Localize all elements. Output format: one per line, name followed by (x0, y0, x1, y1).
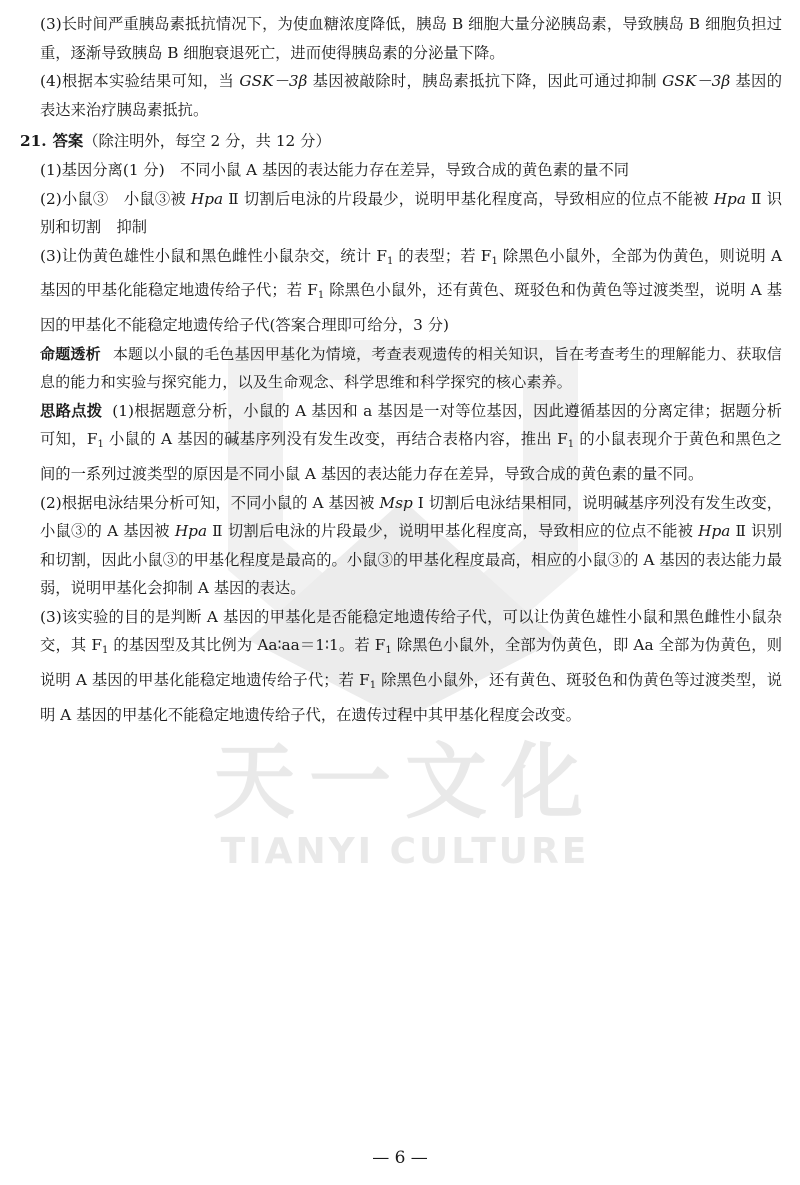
question-21-header (20, 127, 782, 156)
hint-3: (3)该实验的目的是判断 A 基因的甲基化是否能稳定地遗传给子代，可以让伪黄色雄性小鼠和黑色雌性小鼠杂交，其 $F_1$ 的基因型及其比例为 Aa∶aa＝1∶1。若 $F_1$ 除黑色小鼠外，全部为伪黄色，即 Aa 全部为伪黄色，则说明 A 基因的甲基化能稳定地遗传给子代；若 $F_1$ 除黑色小鼠外，还有黄色、斑驳色和伪黄色等过渡类型，说明 A 基因的甲基化不能稳定地遗传给子代，在遗传过程中其甲基化程度会改变。 (40, 607, 783, 724)
enzyme-name: Hpa (698, 522, 731, 541)
hint-label: 思路点拨 (40, 401, 103, 420)
prev-answer-3: (3)长时间严重胰岛素抵抗情况下，为使血糖浓度降低，胰岛 B 细胞大量分泌胰岛素，导致胰岛 B 细胞负担过重，逐渐导致胰岛 B 细胞衰退死亡，进而使得胰岛素的分泌量下降。 (40, 15, 782, 62)
answer-1: (1)基因分离(1 分) 不同小鼠 A 基因的表达能力存在差异，导致合成的黄色素的量不同 (40, 160, 630, 179)
enzyme-name: Hpa (713, 189, 746, 208)
question-number: 21. (20, 132, 47, 151)
gene-name: GSK－3β (662, 72, 731, 91)
watermark-title: 天一文化 (212, 735, 597, 830)
enzyme-name: Hpa (190, 189, 224, 208)
hint-2: (2)根据电泳结果分析可知，不同小鼠的 A 基因被 Msp Ⅰ 切割后电泳结果相同，说明碱基序列没有发生改变，小鼠③的 A 基因被 Hpa Ⅱ 切割后电泳的片段最少，说明甲基化程度高，导致相应的位点不能被 Hpa Ⅱ 识别和切割，因此小鼠③的甲基化程度是最高的。小鼠③的甲基化程度最高，相应的小鼠③的 A 基因的表达能力最弱，说明甲基化会抑制 A 基因的表达。 (40, 493, 782, 598)
hint-1: 思路点拨 (1)根据题意分析，小鼠的 A 基因和 a 基因是一对等位基因，因此遵循基因的分离定律；据题分析可知，$F_1$ 小鼠的 A 基因的碱基序列没有发生改变，再结合表格内容，推出 $F_1$ 的小鼠表现介于黄色和黑色之间的一系列过渡类型的原因是不同小鼠 A 基因的表达能力存在差异，导致合成的黄色素的量不同。 (40, 401, 782, 483)
answer-3: (3)让伪黄色雄性小鼠和黑色雌性小鼠杂交，统计 $F_1$ 的表型；若 $F_1$ 除黑色小鼠外，全部为伪黄色，则说明 A 基因的甲基化能稳定地遗传给子代；若 $F_1$ 除黑色小鼠外，还有黄色、斑驳色和伪黄色等过渡类型，说明 A 基因的甲基化不能稳定地遗传给子代(答案合理即可给分，3 分) (40, 246, 782, 334)
answer-2: (2)小鼠③ 小鼠③被 Hpa Ⅱ 切割后电泳的片段最少，说明甲基化程度高，导致相应的位点不能被 Hpa Ⅱ 识别和切割 抑制 (40, 189, 782, 237)
enzyme-name: Hpa (174, 522, 208, 541)
answer-note: （除注明外，每空 2 分，共 12 分） (83, 132, 331, 151)
purpose-analysis: 命题透析 本题以小鼠的毛色基因甲基化为情境，考查表观遗传的相关知识，旨在考查考生的理解能力、获取信息的能力和实验与探究能力，以及生命观念、科学思维和科学探究的核心素养。 (40, 344, 782, 392)
gene-name: GSK－3β (239, 72, 308, 91)
watermark-subtitle: TIANYI CULTURE (220, 831, 590, 872)
prev-answer-4: (4)根据本实验结果可知，当 GSK－3β 基因被敲除时，胰岛素抵抗下降，因此可通过抑制 GSK－3β 基因的表达来治疗胰岛素抵抗。 (40, 72, 782, 119)
enzyme-name: Msp (379, 493, 413, 512)
answer-label: 答案 (52, 132, 84, 151)
page-number: — 6 — (372, 1148, 428, 1168)
answer-content (20, 10, 783, 729)
purpose-label: 命题透析 (40, 344, 101, 363)
